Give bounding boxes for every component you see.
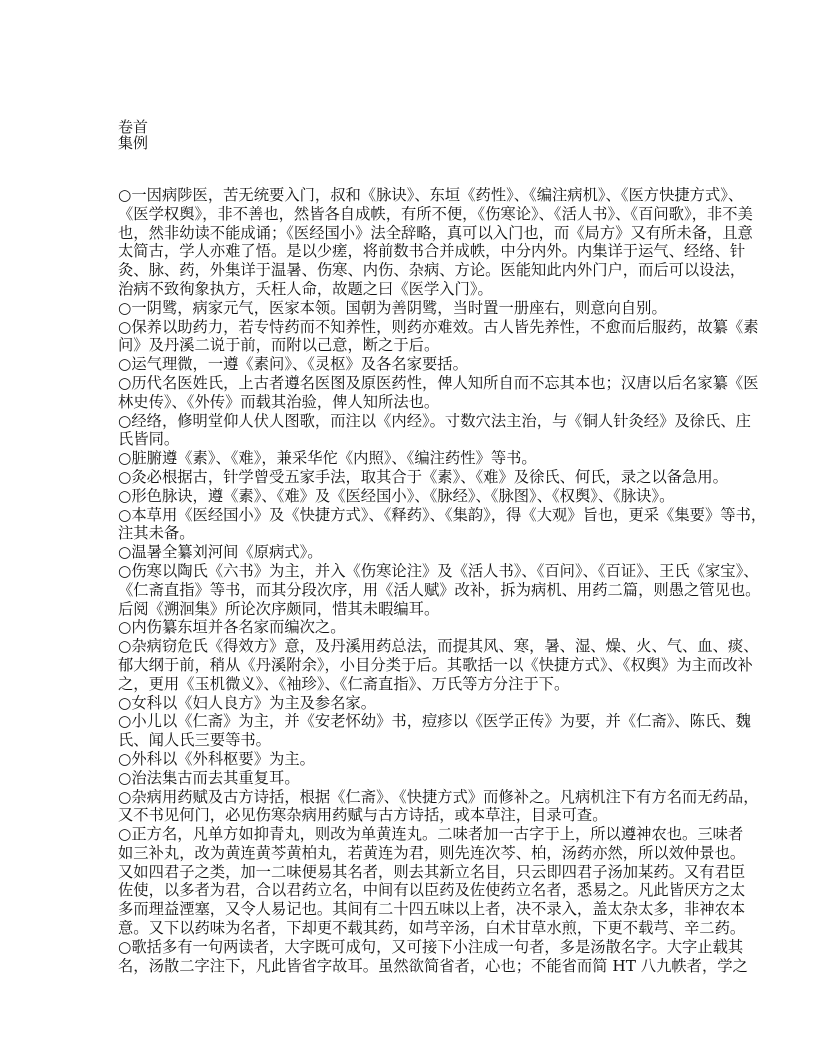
- text-line: 氏皆同。: [118, 430, 180, 449]
- text-line: 后阅《溯洄集》所论次序颇同，惜其未暇编耳。: [118, 599, 440, 618]
- text-line: ○内伤纂东垣并各名家而编次之。: [118, 618, 346, 637]
- text-line: 《医学权舆》，非不善也，然皆各自成帙，有所不便，《伤寒论》、《活人书》、《百问歌》，非不美: [118, 204, 753, 223]
- text-line: ○治法集古而去其重复耳。: [118, 768, 300, 787]
- text-line: 灸、脉、药，外集详于温暑、伤寒、内伤、杂病、方论。医能知此内外门户，而后可以设法，: [118, 261, 746, 280]
- text-line: ○一因病陟医，苦无统要入门，叔和《脉诀》、东垣《药性》、《编注病机》、《医方快捷方式》、: [118, 186, 744, 204]
- text-line: ○形色脉诀，遵《素》、《难》及《医经国小》、《脉经》、《脉图》、《权舆》、《脉诀》。: [118, 486, 675, 505]
- text-line: 《仁斋直指》等书，而其分段次序，用《活人赋》改补，拆为病机、用药二篇，则愚之管见也。: [118, 580, 761, 599]
- document-body: [118, 186, 767, 975]
- text-line: 林史传》、《外传》而载其治验，俾人知所法也。: [118, 392, 440, 411]
- text-line: ○女科以《妇人良方》为主及参名家。: [118, 693, 377, 712]
- text-line: 也，然非幼读不能成诵；《医经国小》法全辞略，真可以入门也，而《局方》又有所未备，且意: [118, 223, 753, 242]
- text-line: ○小儿以《仁斋》为主，并《安老怀幼》书，痘疹以《医学正传》为要，并《仁斋》、陈氏、魏: [118, 712, 751, 731]
- text-line: ○温暑全纂刘河间《原病式》。: [118, 543, 323, 562]
- text-line: 郁大纲于前，稍从《丹溪附余》，小目分类于后。其歌括一以《快捷方式》、《权舆》为主而改补: [118, 655, 753, 674]
- text-line: ○保养以助药力，若专恃药而不知养性，则药亦难效。古人皆先养性，不愈而后服药，故纂《素: [118, 317, 759, 336]
- text-line: ○杂病用药赋及古方诗括，根据《仁斋》、《快捷方式》而修补之。凡病机注下有方名而无药品，: [118, 787, 759, 806]
- text-line: ○一阴骘，病家元气，医家本领。国朝为善阴骘，当时置一册座右，则意向自别。: [118, 298, 667, 317]
- text-line: 佐使，以多者为君，合以君药立名，中间有以臣药及佐使药立名者，悉易之。凡此皆厌方之太: [118, 881, 746, 900]
- text-line: ○灸必根据古，针学曾受五家手法，取其合于《素》、《难》及徐氏、何氏，录之以备急用。: [118, 467, 728, 486]
- text-line: 如三补丸，改为黄连黄芩黄柏丸，若黄连为君，则先连次芩、柏，汤药亦然，所以效仲景也。: [118, 843, 746, 862]
- text-line: 名，汤散二字注下，凡此皆省字故耳。虽然欲简省者，心也；不能省而简 HT 八九帙者，学之: [118, 956, 748, 975]
- text-line: 太简古，学人亦难了悟。是以少瘥，将前数书合并成帙，中分内外。内集详于运气、经络、针: [118, 242, 746, 261]
- text-line: 意。又下以药味为名者，下却更不载其药，如芎辛汤，白术甘草水煎，下更不载芎、辛二药。: [118, 919, 746, 938]
- section-heading: 集例: [118, 134, 149, 152]
- text-line: 氏、闻人氏三要等书。: [118, 731, 271, 750]
- text-line: 注其未备。: [118, 524, 195, 543]
- text-line: 又不书见何门，必见伤寒杂病用药赋与古方诗括，或本草注，目录可查。: [118, 806, 608, 825]
- text-line: ○经络，修明堂仰人伏人图歌，而注以《内经》。寸数穴法主治，与《铜人针灸经》及徐氏、庄: [118, 411, 751, 430]
- text-line: 又如四君子之类，加一二味便易其名者，则去其新立名目，只云即四君子汤加某药。又有君臣: [118, 862, 746, 881]
- text-line: 多而理益湮塞，又令人易记也。其间有二十四五味以上者，决不录入，盖太杂太多，非神农本: [118, 900, 746, 919]
- text-line: 治病不致徇象执方，夭枉人命，故题之曰《医学入门》。: [118, 279, 493, 298]
- text-line: ○本草用《医经国小》及《快捷方式》、《释药》、《集韵》，得《大观》旨也，更采《集要》等书，: [118, 505, 767, 524]
- text-line: 问》及丹溪二说于前，而附以己意，断之于后。: [118, 336, 440, 355]
- text-line: ○正方名，凡单方如抑青丸，则改为单黄连丸。二味者加一古字于上，所以遵神农也。三味者: [118, 825, 744, 844]
- text-line: ○历代名医姓氏，上古者遵名医图及原医药性，俾人知所自而不忘其本也；汉唐以后名家纂《医: [118, 373, 759, 392]
- volume-heading: 卷首: [118, 118, 149, 136]
- text-line: ○运气理微，一遵《素问》、《灵枢》及各名家要括。: [118, 355, 468, 374]
- text-line: ○外科以《外科枢要》为主。: [118, 749, 315, 768]
- text-line: ○脏腑遵《素》、《难》，兼采华佗《内照》、《编注药性》等书。: [118, 449, 537, 468]
- text-line: 之，更用《玉机微义》、《袖珍》、《仁斋直指》、万氏等方分注于下。: [118, 674, 570, 693]
- text-line: ○歌括多有一句两读者，大字既可成句，又可接下小注成一句者，多是汤散名字。大字止载其: [118, 937, 744, 956]
- text-line: ○伤寒以陶氏《六书》为主，并入《伤寒论注》及《活人书》、《百问》、《百证》、王氏《家宝》、: [118, 561, 759, 580]
- text-line: ○杂病窃危氏《得效方》意，及丹溪用药总法，而提其风、寒，暑、湿、燥、火、气、血、痰、: [118, 637, 759, 656]
